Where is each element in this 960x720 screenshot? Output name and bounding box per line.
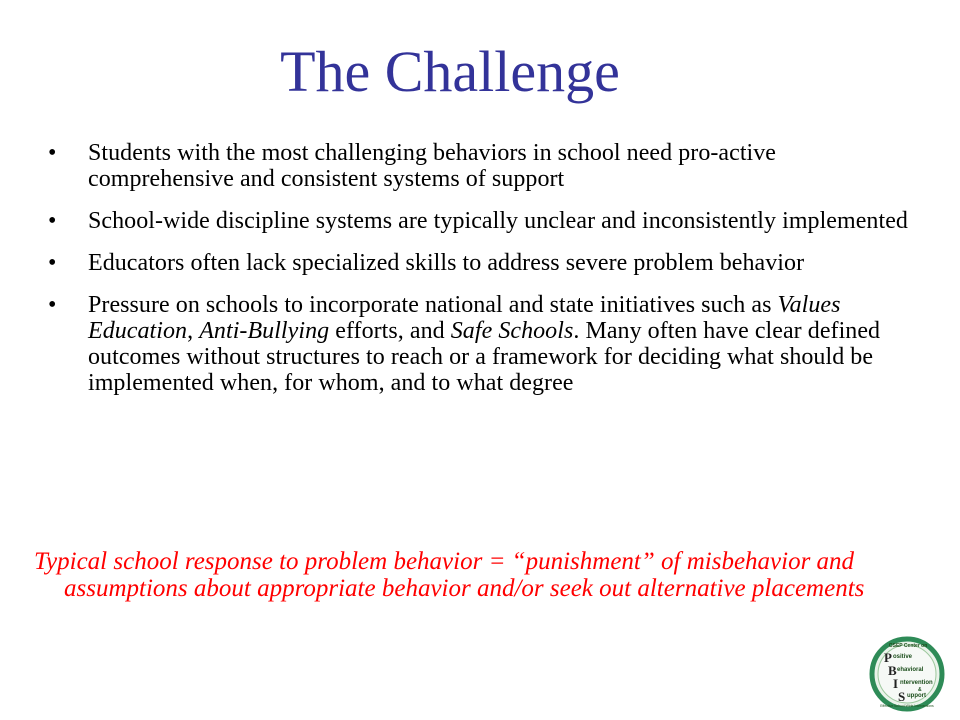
bullet-dot-icon: • — [48, 140, 57, 166]
bullet-text: School-wide discipline systems are typically unclear and inconsistently implemented — [88, 208, 908, 234]
bullet-item — [48, 250, 908, 276]
bullet-list — [48, 140, 908, 412]
pbis-logo — [866, 636, 948, 712]
bullet-text: Educators often lack specialized skills to address severe problem behavior — [88, 250, 805, 276]
slide-title: The Challenge — [280, 39, 620, 104]
logo-ampersand: & — [918, 687, 922, 693]
logo-letter-s: S — [898, 689, 906, 704]
logo-word-intervention: ntervention — [900, 680, 933, 686]
bullet-text-part: . Many often have clear defined outcomes without structures to reach or a framework for deciding what should be implemented when, for whom, and to what degree — [88, 318, 881, 396]
logo-word-support: upport — [907, 693, 926, 699]
bullet-text-part: Pressure on schools to incorporate national and state initiatives such as — [88, 292, 778, 318]
logo-top-text: OSEP Center on — [888, 643, 928, 649]
logo-word-positive: ositive — [893, 654, 913, 660]
bullet-item — [48, 208, 908, 234]
bullet-text-part: efforts, and — [329, 318, 451, 344]
logo-word-behavioral: ehavioral — [897, 667, 924, 673]
bullet-dot-icon: • — [48, 292, 57, 318]
logo-bottom-text: Effective School-Wide Interventions — [880, 704, 934, 708]
bullet-text — [88, 292, 880, 396]
closing-statement: Typical school response to problem behavior = “punishment” of misbehavior and assumptions about appropriate behavior and/or seek out alternative placements — [34, 548, 865, 602]
logo-letter-p: P — [884, 650, 892, 665]
bullet-dot-icon: • — [48, 250, 57, 276]
bullet-text-part: , — [187, 318, 200, 344]
emphasis-safe-schools: Safe Schools — [450, 318, 574, 344]
logo-letter-b: B — [888, 663, 897, 678]
bullet-dot-icon: • — [48, 208, 57, 234]
emphasis-values-education: Values Education — [88, 292, 841, 344]
emphasis-anti-bullying: Anti-Bullying — [199, 318, 330, 344]
bullet-item — [48, 140, 908, 192]
logo-letter-i: I — [893, 676, 899, 691]
bullet-text: Students with the most challenging behaviors in school need pro-active comprehensive and consistent systems of support — [88, 140, 777, 192]
bullet-item — [48, 292, 908, 396]
